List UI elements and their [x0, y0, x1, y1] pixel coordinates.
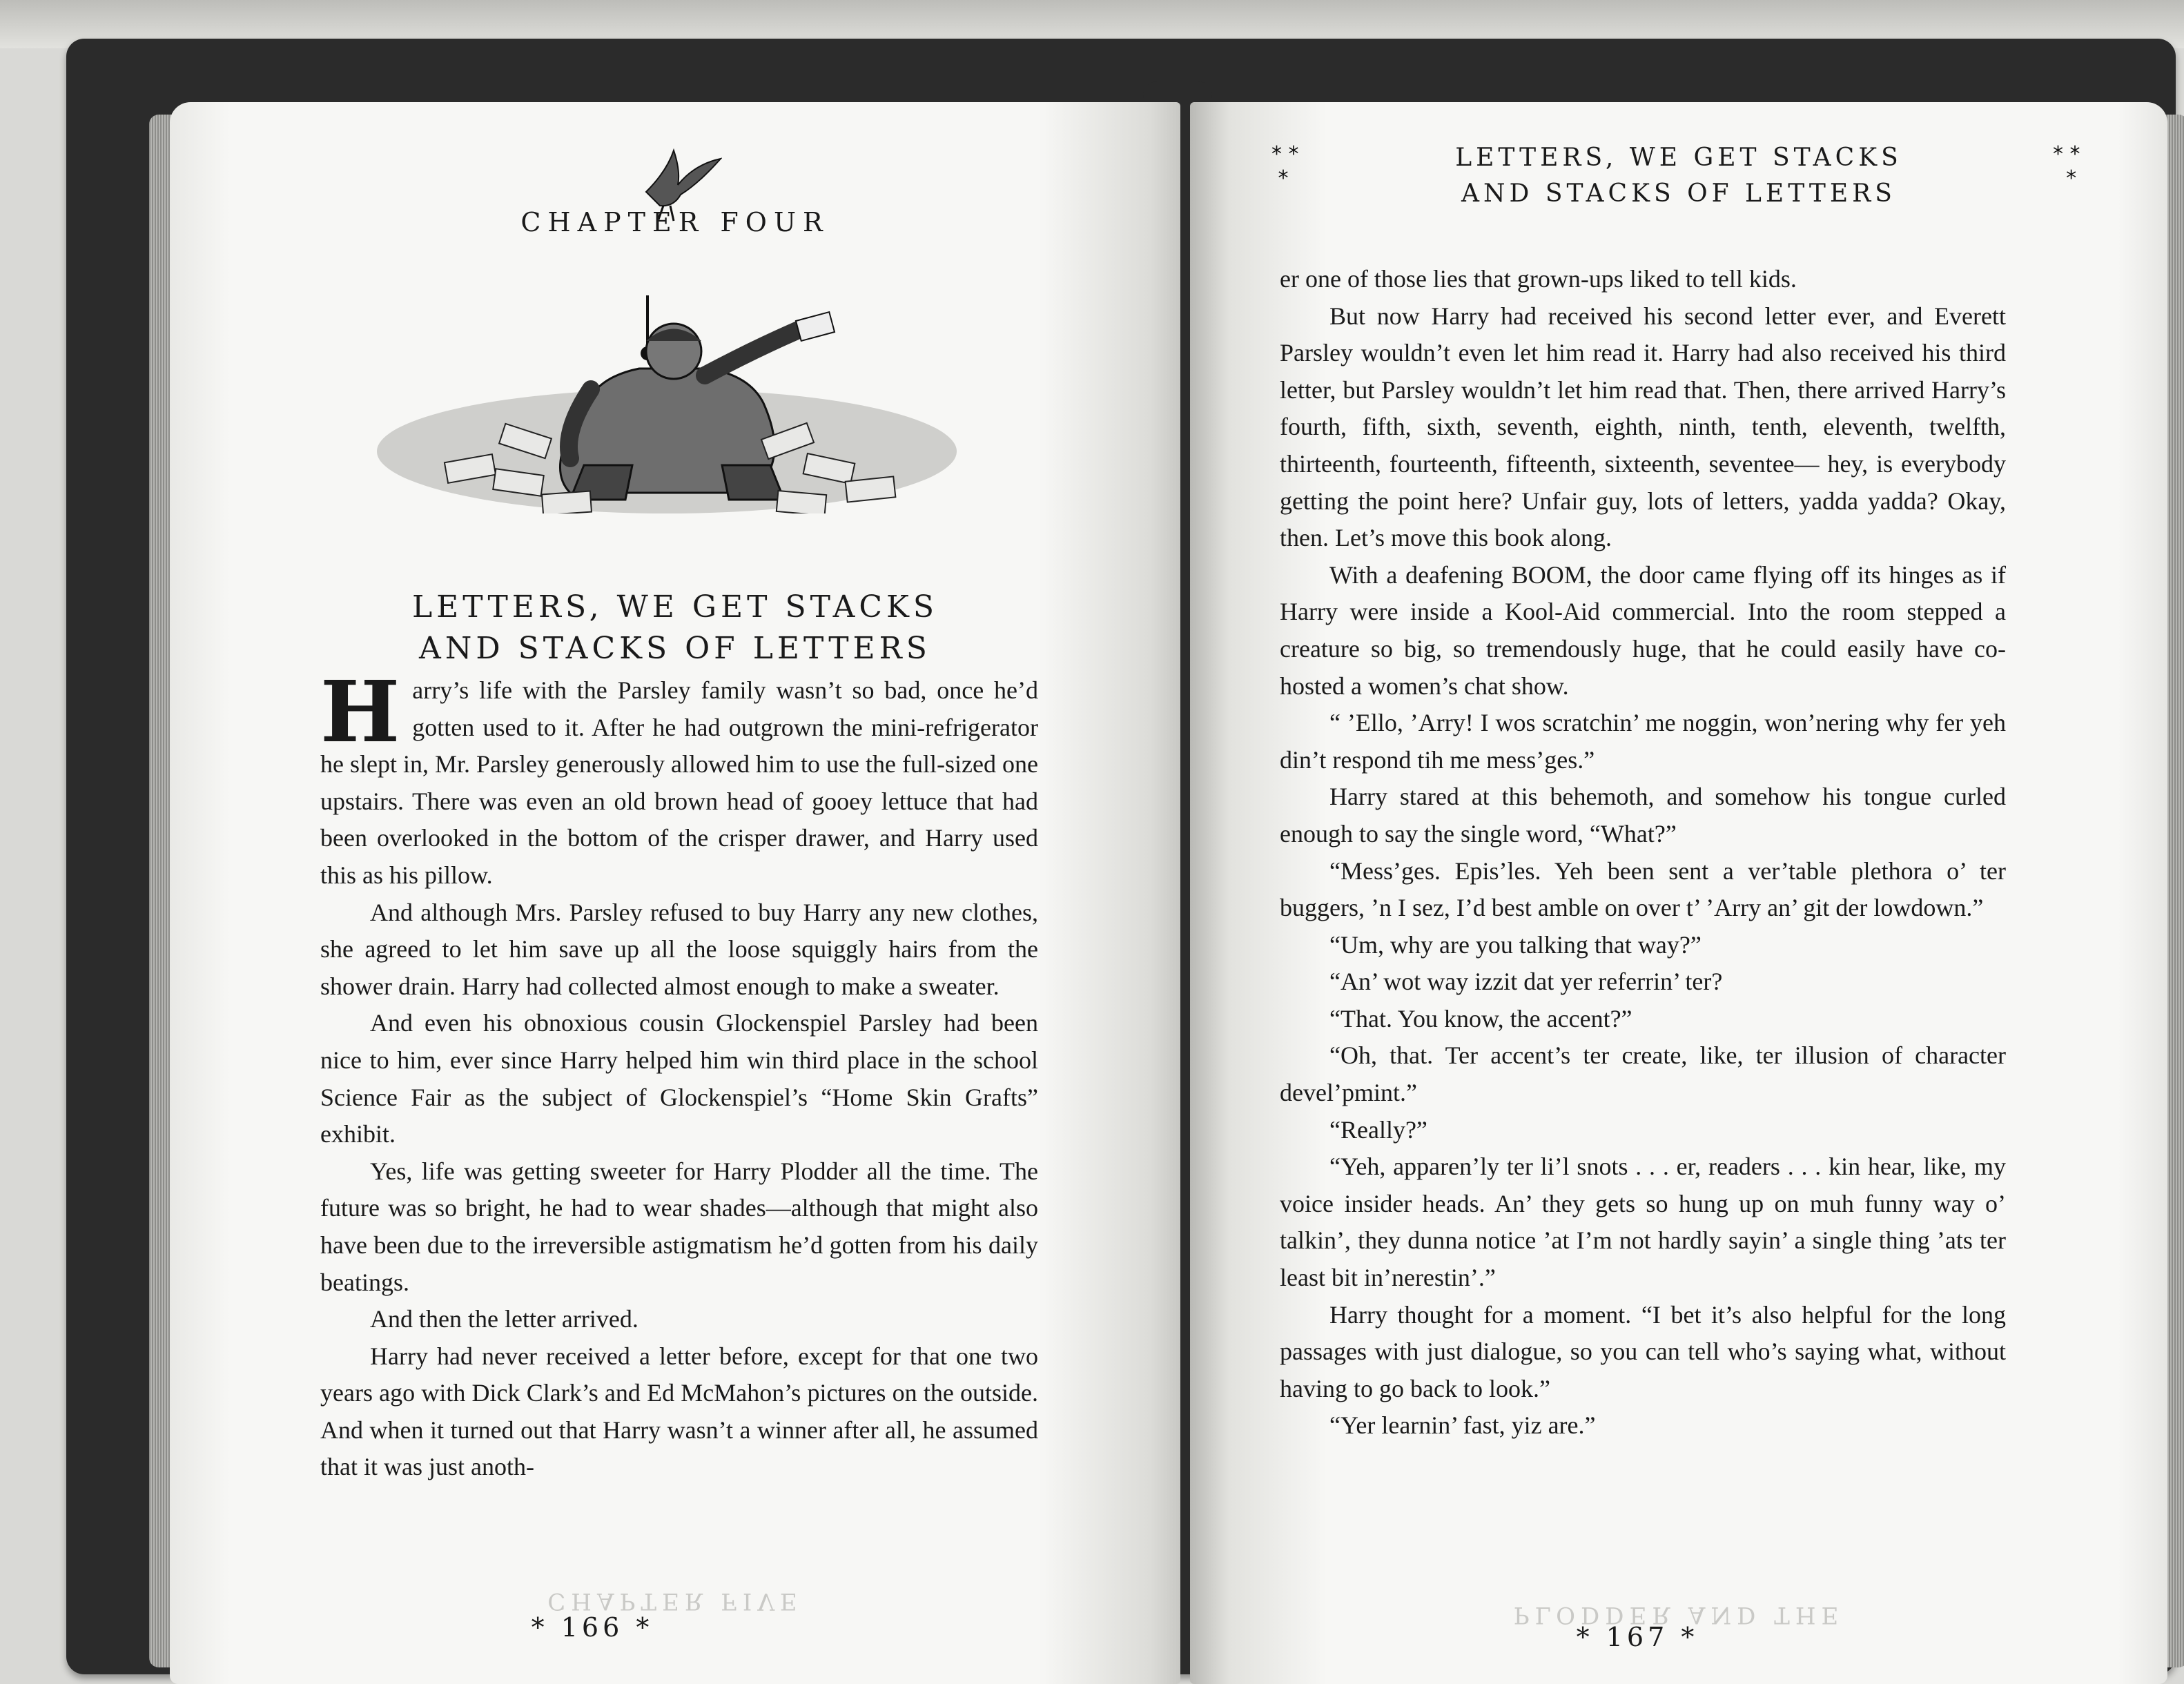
paragraph: “Mess’ges. Epis’les. Yeh been sent a ver’table plethora o’ ter buggers, ’n I sez, I’d best amble on over t’ ’Arry an’ git der lowdown.”	[1280, 856, 2006, 922]
paragraph: “Really?”	[1329, 1115, 1427, 1144]
right-page	[1190, 102, 2167, 1684]
paragraph: “Oh, that. Ter accent’s ter create, like, ter illusion of character devel’pmint.”	[1280, 1041, 2006, 1107]
chapter-title-line1: LETTERS, WE GET STACKS	[411, 589, 939, 625]
paragraph: And even his obnoxious cousin Glockenspiel Parsley had been nice to him, ever since Harry helped him win third place in the school Science Fair as the subject of Glockenspiel’s “Home Skin Grafts” exhibit.	[320, 1009, 1038, 1148]
paragraph: With a deafening BOOM, the door came flying off its hinges as if Harry were inside a Kool-Aid commercial. Into the room stepped a creature so big, so tremendously huge, that he could easily have co-hosted a women’s chat show.	[1280, 560, 2006, 700]
bleed-through-text: CHAPTER FIVE	[547, 1587, 803, 1615]
paragraph: Yes, life was getting sweeter for Harry Plodder all the time. The future was so bright, he had to wear shades—although that might also have been due to the irreversible astigmatism he’d gotten from his daily beatings.	[320, 1157, 1038, 1296]
ornament-stars: * * *	[2053, 142, 2080, 190]
right-body-text	[1280, 261, 2006, 1445]
running-head-line2: AND STACKS OF LETTERS	[1461, 179, 1896, 208]
bleed-through-text: PLODDER AND THE	[1513, 1601, 1844, 1629]
paragraph: “An’ wot way izzit dat yer referrin’ ter?	[1329, 968, 1723, 996]
left-body-text	[320, 662, 1038, 1486]
paragraph: But now Harry had received his second letter ever, and Everett Parsley wouldn’t even let him read it. Harry had also received his third letter, but Parsley wouldn’t let him read that. Then, there arrived Harry’s fourth, fifth, sixth, seventh, eighth, ninth, tenth, eleventh, twelfth, thirteenth, fourteenth, fifteenth, sixteenth, seventee— hey, is everybody getting the point here? Unfair guy, lots of letters, yadda yadda? Okay, then. Let’s move this book along.	[1280, 302, 2006, 552]
paragraph: “Yer learnin’ fast, yiz are.”	[1329, 1411, 1596, 1440]
chapter-title-line2: AND STACKS OF LETTERS	[419, 631, 931, 666]
drop-cap: H	[320, 662, 400, 761]
running-head-line1: LETTERS, WE GET STACKS	[1455, 144, 1902, 172]
paragraph: And then the letter arrived.	[370, 1305, 638, 1333]
chapter-label: CHAPTER FOUR	[520, 207, 830, 237]
chapter-illustration	[363, 168, 998, 513]
page-number: * 166 *	[531, 1612, 654, 1643]
page-number: * 167 *	[1576, 1622, 1699, 1652]
paragraph: “Um, why are you talking that way?”	[1329, 930, 1702, 959]
paragraph: er one of those lies that grown-ups liked to tell kids.	[1280, 265, 1797, 293]
paragraph: Harry thought for a moment. “I bet it’s also helpful for the long passages with just dialogue, so you can tell who’s saying what, without having to go back to look.”	[1280, 1300, 2006, 1402]
left-page	[170, 102, 1180, 1684]
book-cover	[66, 39, 2176, 1674]
ornament-stars: * * *	[1271, 142, 1299, 190]
paragraph: Harry stared at this behemoth, and somehow his tongue curled enough to say the single word, “What?”	[1280, 783, 2006, 848]
paragraph: “That. You know, the accent?”	[1329, 1004, 1632, 1032]
paragraph: Harry’s life with the Parsley family wasn’t so bad, once he’d gotten used to it. After he had outgrown the mini-refrigerator he slept in, Mr. Parsley generously allowed him to use the full-sized one upstairs. There was even an old brown head of gooey lettuce that had been overlooked in the bottom of the crisper drawer, and Harry used this as his pillow.	[320, 662, 1038, 889]
paragraph: “ ’Ello, ’Arry! I wos scratchin’ me noggin, won’nering why fer yeh din’t respond tih me mess’ges.”	[1280, 709, 2006, 774]
paragraph: And although Mrs. Parsley refused to buy Harry any new clothes, she agreed to let him save up all the loose squiggly hairs from the shower drain. Harry had collected almost enough to make a sweater.	[320, 898, 1038, 1000]
paragraph: Harry had never received a letter before, except for that one two years ago with Dick Clark’s and Ed McMahon’s pictures on the outside. And when it turned out that Harry wasn’t a winner after all, he assumed that it was just anoth-	[320, 1342, 1038, 1481]
paragraph: “Yeh, apparen’ly ter li’l snots . . . er, readers . . . kin hear, like, my voice insider heads. An’ they gets so hung up on muh funny way o’ talkin’, they dunna notice ’at I’m not hardly sayin’ a single thing ’ats ter least bit in’nerestin’.”	[1280, 1153, 2006, 1292]
